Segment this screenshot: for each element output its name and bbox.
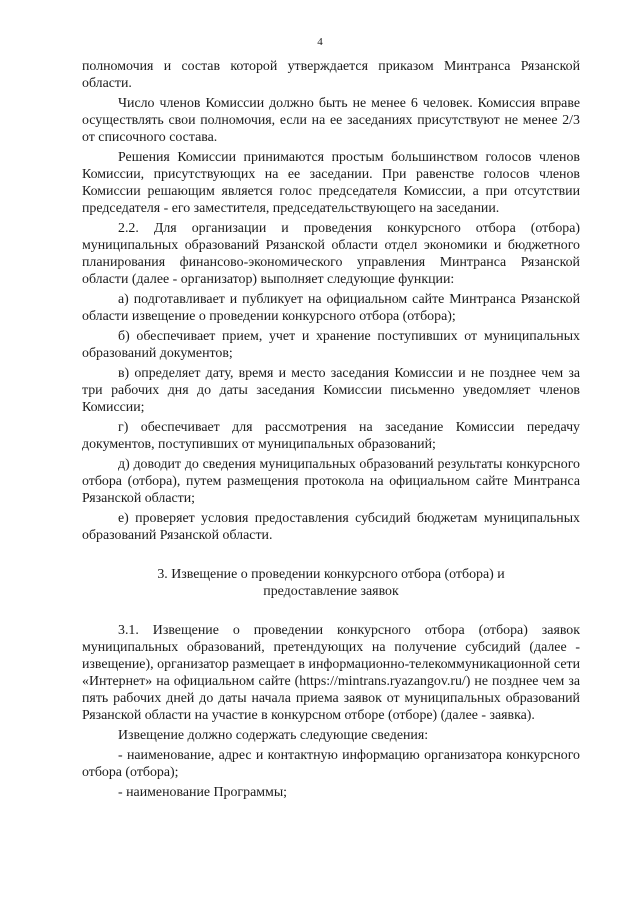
list-item: д) доводит до сведения муниципальных образований результаты конкурсного отбора (отбора), путем размещения протокола на официальном сайте Минтранса Рязанской области; [82, 457, 580, 506]
list-item: в) определяет дату, время и место заседания Комиссии и не позднее чем за три рабочих дня до даты заседания Комиссии письменно уведомляет членов Комиссии; [82, 366, 580, 415]
document-body [82, 58, 580, 801]
paragraph: 3.1. Извещение о проведении конкурсного отбора (отбора) заявок муниципальных образований, претендующих на получение субсидий (далее - извещение), организатор размещает в информационно-телекоммуникационной сети «Интернет» на официальном сайте (https://mintrans.ryazangov.ru/) не позднее чем за пять рабочих дней до даты начала приема заявок от муниципальных образований Рязанской области на участие в конкурсном отборе (отборе) (далее - заявка). [82, 623, 580, 723]
list-item: е) проверяет условия предоставления субсидий бюджетам муниципальных образований Рязанской области. [82, 511, 580, 543]
page-number: 4 [317, 36, 323, 48]
section-heading [82, 566, 580, 600]
list-item: - наименование Программы; [118, 785, 288, 800]
paragraph: Решения Комиссии принимаются простым большинством голосов членов Комиссии, присутствующих на ее заседании. При равенстве голосов членов Комиссии решающим является голос председателя Комиссии, а при отсутствии председателя - его заместителя, председательствующего на заседании. [82, 150, 580, 216]
list-item: б) обеспечивает прием, учет и хранение поступивших от муниципальных образований документов; [82, 329, 580, 361]
list-item: - наименование, адрес и контактную информацию организатора конкурсного отбора (отбора); [82, 748, 580, 780]
section-heading-line: предоставление заявок [263, 584, 399, 599]
paragraph: полномочия и состав которой утверждается приказом Минтранса Рязанской области. [82, 59, 580, 91]
paragraph: Извещение должно содержать следующие сведения: [118, 728, 429, 743]
section-heading-line: 3. Извещение о проведении конкурсного отбора (отбора) и [157, 567, 505, 582]
paragraph: Число членов Комиссии должно быть не менее 6 человек. Комиссия вправе осуществлять свои полномочия, если на ее заседаниях присутствуют не менее 2/3 от списочного состава. [82, 96, 580, 145]
list-item: г) обеспечивает для рассмотрения на заседание Комиссии передачу документов, поступивших от муниципальных образований; [82, 420, 580, 452]
paragraph: 2.2. Для организации и проведения конкурсного отбора (отбора) муниципальных образований Рязанской области отдел экономики и бюджетного планирования финансово-экономического управления Минтранса Рязанской области (далее - организатор) выполняет следующие функции: [82, 221, 580, 287]
list-item: а) подготавливает и публикует на официальном сайте Минтранса Рязанской области извещение о проведении конкурсного отбора (отбора); [82, 292, 580, 324]
